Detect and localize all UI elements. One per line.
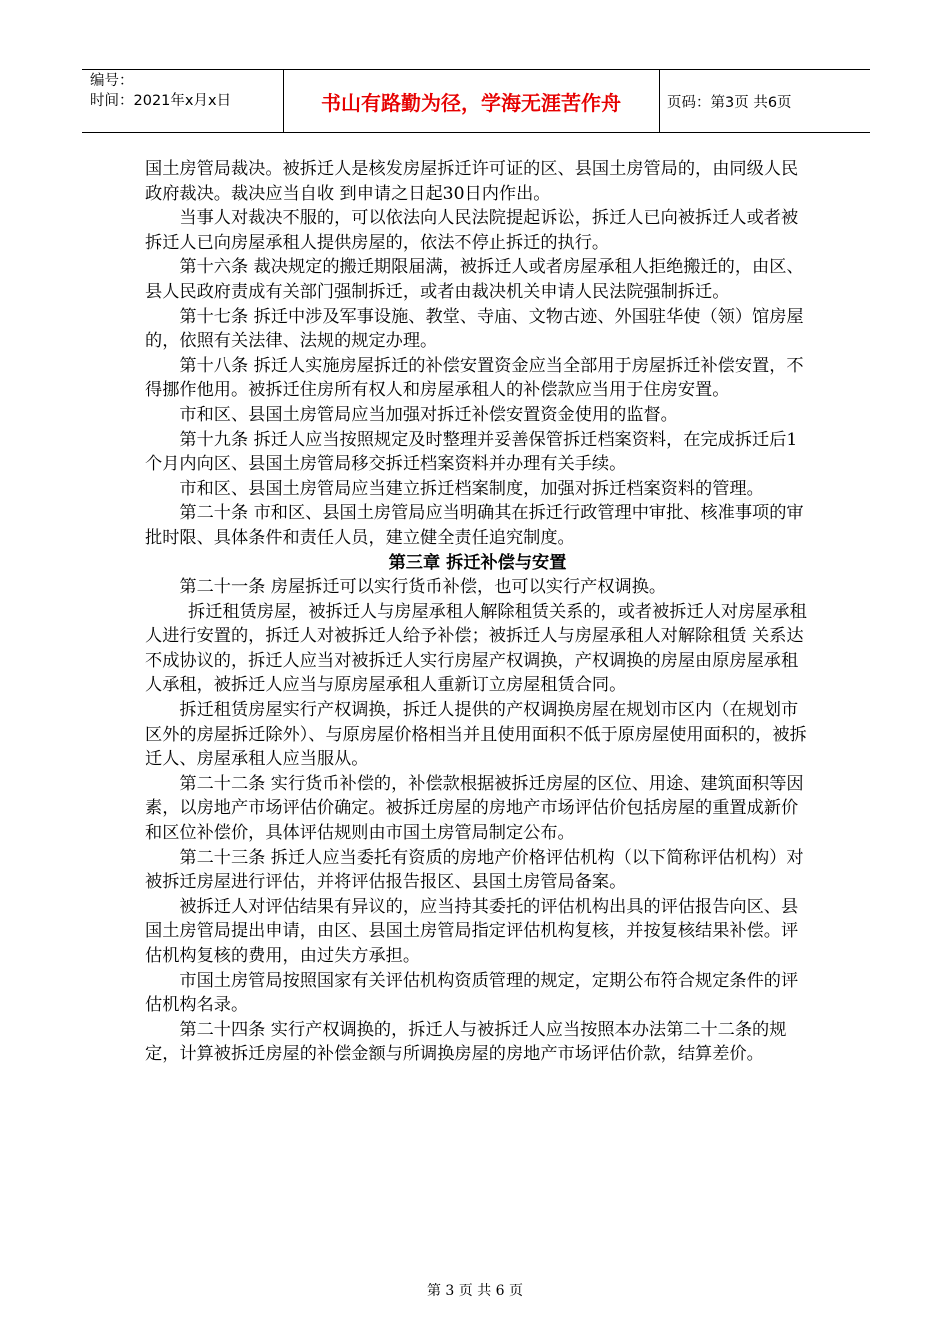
paragraph: 市和区、县国土房管局应当加强对拆迁补偿安置资金使用的监督。 [179, 404, 678, 425]
paragraph: 拆迁租赁房屋实行产权调换，拆迁人提供的产权调换房屋在规划市区内（在规划市区外的房屋拆迁除外）、与原房屋价格相当并且使用面积不低于原房屋使用面积的，被拆迁人、房屋承租人应当服从。 [145, 700, 807, 770]
paragraph: 第二十一条 房屋拆迁可以实行货币补偿，也可以实行产权调换。 [179, 577, 667, 598]
paragraph: 市和区、县国土房管局应当建立拆迁档案制度，加强对拆迁档案资料的管理。 [179, 478, 764, 499]
paragraph: 第十八条 拆迁人实施房屋拆迁的补偿安置资金应当全部用于房屋拆迁补偿安置，不得挪作他用。被拆迁住房所有权人和房屋承租人的补偿款应当用于住房安置。 [145, 355, 804, 401]
document-number: 编号： [90, 73, 134, 89]
paragraph: 第二十三条 拆迁人应当委托有资质的房地产价格评估机构（以下简称评估机构）对被拆迁房屋进行评估，并将评估报告报区、县国土房管局备案。 [145, 847, 804, 893]
paragraph: 市国土房管局按照国家有关评估机构资质管理的规定，定期公布符合规定条件的评估机构名录。 [145, 970, 799, 1016]
paragraph: 第二十四条 实行产权调换的，拆迁人与被拆迁人应当按照本办法第二十二条的规定，计算被拆迁房屋的补偿金额与所调换房屋的房地产市场评估价款，结算差价。 [145, 1019, 787, 1065]
header-motto: 书山有路勤为径，学海无涯苦作舟 [321, 90, 621, 115]
page-footer: 第 3 页 共 6 页 [426, 1283, 524, 1299]
header-divider [659, 69, 660, 133]
paragraph: 第二十二条 实行货币补偿的，补偿款根据被拆迁房屋的区位、用途、建筑面积等因素，以房地产市场评估价确定。被拆迁房屋的房地产市场评估价包括房屋的重置成新价和区位补偿价，具体评估规则由市国土房管局制定公布。 [145, 773, 804, 844]
header-page-info: 页码：第3页 共6页 [667, 94, 792, 111]
paragraph: 被拆迁人对评估结果有异议的，应当持其委托的评估机构出具的评估报告向区、县国土房管局提出申请，由区、县国土房管局指定评估机构复核，并按复核结果补偿。评估机构复核的费用，由过失方承担。 [145, 896, 799, 966]
paragraph: 第十九条 拆迁人应当按照规定及时整理并妥善保管拆迁档案资料，在完成拆迁后1个月内向区、县国土房管局移交拆迁档案资料并办理有关手续。 [145, 429, 798, 475]
page-header [82, 69, 870, 133]
paragraph: 第十七条 拆迁中涉及军事设施、教堂、寺庙、文物古迹、外国驻华使（领）馆房屋的，依照有关法律、法规的规定办理。 [145, 306, 804, 352]
document-body [145, 157, 810, 1067]
paragraph: 第十六条 裁决规定的搬迁期限届满，被拆迁人或者房屋承租人拒绝搬迁的，由区、县人民政府责成有关部门强制拆迁，或者由裁决机关申请人民法院强制拆迁。 [145, 257, 804, 302]
header-meta [90, 71, 231, 111]
paragraph: 国土房管局裁决。被拆迁人是核发房屋拆迁许可证的区、县国土房管局的，由同级人民政府裁决。裁决应当自收 到申请之日起30日内作出。 [145, 159, 799, 204]
chapter-heading: 第三章 拆迁补偿与安置 [388, 552, 567, 573]
paragraph: 当事人对裁决不服的，可以依法向人民法院提起诉讼，拆迁人已向被拆迁人或者被拆迁人已向房屋承租人提供房屋的，依法不停止拆迁的执行。 [145, 208, 799, 253]
paragraph: 拆迁租赁房屋，被拆迁人与房屋承租人解除租赁关系的，或者被拆迁人对房屋承租人进行安置的，拆迁人对被拆迁人给予补偿；被拆迁人与房屋承租人对解除租赁 关系达不成协议的，拆迁人应当对被拆迁人实行房屋产权调换，产权调换的房屋由原房屋承租人承租，被拆迁人应当与原房屋承租人重新订立房屋租赁合同。 [145, 601, 807, 696]
document-date: 时间：2021年x月x日 [90, 93, 232, 109]
paragraph: 第二十条 市和区、县国土房管局应当明确其在拆迁行政管理中审批、核准事项的审批时限、具体条件和责任人员，建立健全责任追究制度。 [145, 503, 804, 548]
